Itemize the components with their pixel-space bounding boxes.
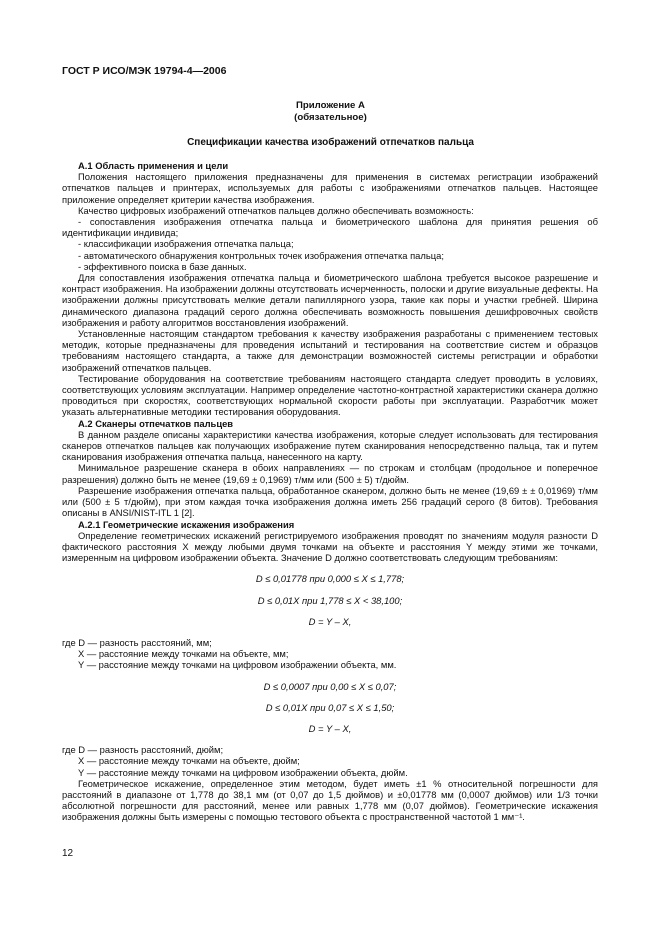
- paragraph: Минимальное разрешение сканера в обоих направлениях — по строкам и столбцам (продольное и поперечное разрешения) должно быть не менее (19,69 ± 0,1969) т/мм или (500 ± 5) т/дюйм.: [62, 462, 598, 485]
- section-heading: А.2.1 Геометрические искажения изображения: [78, 518, 295, 530]
- paragraph: Тестирование оборудования на соответствие требованиям настоящего стандарта следует проводить в условиях, соответствующих условиям эксплуатации. Например определение частотно-контрастной характеристики сканера должно проводиться при скоростях, соответствующих нормальной скорости работы при эксплуатации. Разработчик может указать альтернативные методики тестирования оборудования.: [62, 372, 598, 418]
- where-line: где D — разность расстояний, мм;: [62, 636, 212, 648]
- section-heading: А.2 Сканеры отпечатков пальцев: [78, 417, 234, 429]
- where-line: X — расстояние между точками на объекте, дюйм;: [78, 755, 300, 767]
- formula: D ≤ 0,01778 при 0,000 ≤ X ≤ 1,778;: [255, 573, 405, 585]
- where-line: Y — расстояние между точками на цифровом изображении объекта, мм.: [78, 659, 397, 671]
- list-item: - автоматического обнаружения контрольных точек изображения отпечатка пальца;: [78, 249, 444, 261]
- appendix-title: Приложение А: [296, 100, 365, 111]
- formula: D = Y – X,: [308, 722, 352, 734]
- formula: D ≤ 0,0007 при 0,00 ≤ X ≤ 0,07;: [263, 680, 397, 692]
- paragraph: Для сопоставления изображения отпечатка пальца и биометрического шаблона требуется высокое разрешение и контраст изображения. На изображении должны отсутствовать исчерченность, полоски и другие визуальные дефекты. На изображении должны присутствовать мелкие детали папиллярного узора, такие как поры и участки гребней. Ширина динамического диапазона градаций серого должна обеспечивать возможность повышения дешифровочных свойств изображения и работу алгоритмов восстановления изображений.: [62, 272, 598, 328]
- paragraph: Качество цифровых изображений отпечатков пальцев должно обеспечивать возможность:: [78, 204, 474, 216]
- appendix-heading: [0, 100, 661, 123]
- standard-header: ГОСТ Р ИСО/МЭК 19794-4—2006: [62, 65, 227, 77]
- formula: D = Y – X,: [308, 615, 352, 627]
- paragraph: В данном разделе описаны характеристики качества изображения, которые следует использовать для тестирования сканеров отпечатков пальцев как получающих изображение путем сканирования непосредственно пальца, так и путем сканирования изображения отпечатка пальца, нанесенного на карту.: [62, 428, 598, 463]
- paragraph: Разрешение изображения отпечатка пальца, обработанное сканером, должно быть не менее (19,69 ± ± 0,01969) т/мм или (500 ± 5 т/дюйм), при этом каждая точка изображения должна иметь 256 градаций серого (8 битов). Требования описаны в ANSI/NIST-ITL 1 [2].: [62, 484, 598, 519]
- where-line: Y — расстояние между точками на цифровом изображении объекта, дюйм.: [78, 766, 408, 778]
- appendix-status: (обязательное): [294, 111, 367, 123]
- formula: D ≤ 0,01X при 1,778 ≤ X < 38,100;: [257, 594, 403, 606]
- page-number: 12: [62, 848, 74, 859]
- where-line: X — расстояние между точками на объекте, мм;: [78, 648, 289, 660]
- formula: D ≤ 0,01X при 0,07 ≤ X ≤ 1,50;: [265, 701, 395, 713]
- paragraph: Установленные настоящим стандартом требования к качеству изображения разработаны с применением тестовых методик, которые предназначены для проведения испытаний и тестирования на соответствие систем и образцов требованиям настоящего стандарта, а также для демонстрации возможностей системы регистрации и обработки изображений отпечатков пальцев.: [62, 328, 598, 373]
- section-heading: А.1 Область применения и цели: [78, 160, 229, 171]
- list-item: - классификации изображения отпечатка пальца;: [78, 238, 294, 250]
- document-body: [62, 160, 598, 823]
- list-item: - эффективного поиска в базе данных.: [78, 260, 247, 272]
- where-line: где D — разность расстояний, дюйм;: [62, 744, 224, 756]
- paragraph: Определение геометрических искажений регистрируемого изображения проводят по значениям модуля разности D фактического расстояния X между любыми двумя точками на объекте и расстояния Y между этими же точками, измеренным на цифровом изображении объекта. Значение D должно соответствовать следующим требованиям:: [62, 529, 598, 564]
- paragraph: Геометрическое искажение, определенное этим методом, будет иметь ±1 % относительной погрешности для расстояний в диапазоне от 1,778 до 38,1 мм (от 0,07 до 1,5 дюймов) и ±0,01778 мм (0,0007 дюймов) или 1/3 точки абсолютной погрешности для расстояний, менее или равных 1,778 мм (0,07 дюймов). Геометрические искажения изображения должны быть измерены с помощью тестового объекта с пространственной частотой 1 мм⁻¹.: [62, 777, 598, 823]
- spec-title: Спецификации качества изображений отпечатков пальца: [187, 137, 474, 148]
- paragraph: Положения настоящего приложения предназначены для применения в системах регистрации изображений отпечатков пальцев и принтерах, используемых для работы с изображениями отпечатков пальцев. Настоящее приложение определяет критерии качества изображения.: [62, 171, 598, 205]
- list-item: - сопоставления изображения отпечатка пальца и биометрического шаблона для принятия решения об идентификации индивида;: [62, 216, 598, 239]
